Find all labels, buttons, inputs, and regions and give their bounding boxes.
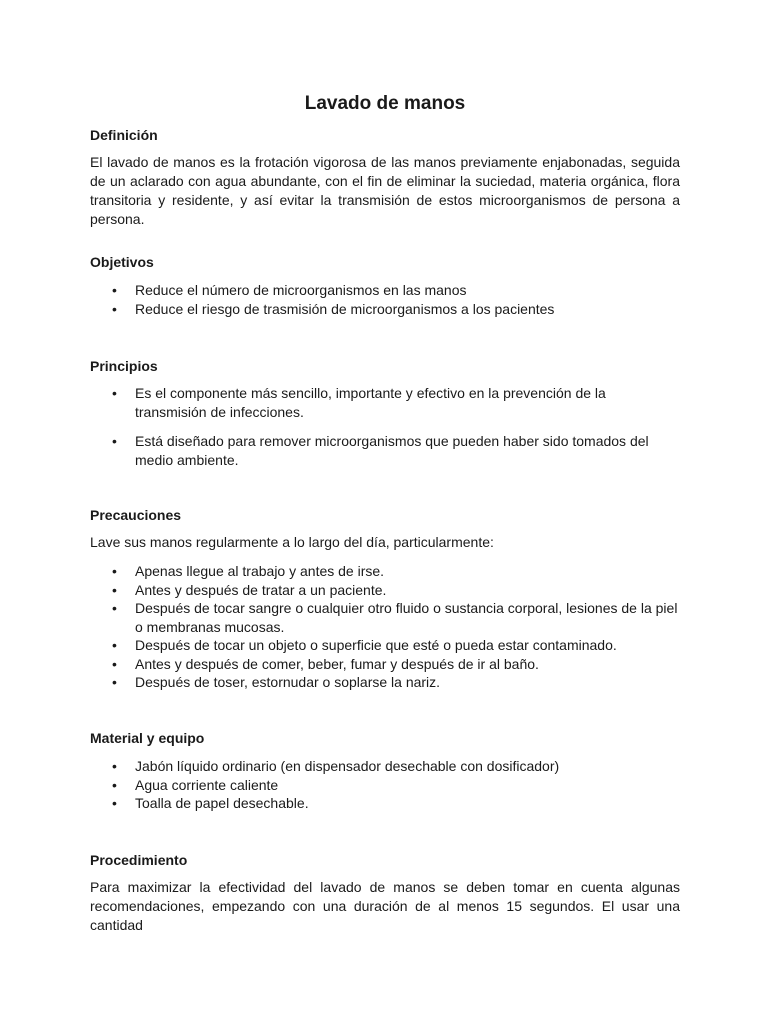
definicion-text: El lavado de manos es la frotación vigorosa de las manos previamente enjabonadas, seguida de un aclarado con agua abundante, con el fin de eliminar la suciedad, materia orgánica, flora transitoria y residente, y así evitar la transmisión de estos microorganismos de persona a persona.	[90, 154, 680, 227]
procedimiento-text: Para maximizar la efectividad del lavado de manos se deben tomar en cuenta algunas recomendaciones, empezando con una duración de al menos 15 segundos. El usar una cantidad	[90, 879, 680, 933]
list-item: • Apenas llegue al trabajo y antes de irse.	[90, 562, 680, 581]
list-item: • Antes y después de tratar a un paciente.	[90, 581, 680, 600]
heading-objetivos: Objetivos	[90, 254, 154, 270]
precauciones-list	[90, 562, 680, 692]
list-item: • Está diseñado para remover microorganismos que pueden haber sido tomados del medio ambiente.	[90, 432, 680, 469]
list-item: • Después de tocar sangre o cualquier otro fluido o sustancia corporal, lesiones de la piel o membranas mucosas.	[90, 599, 680, 636]
document-page	[90, 0, 680, 1024]
list-item: • Reduce el número de microorganismos en las manos	[90, 281, 680, 300]
precauciones-intro: Lave sus manos regularmente a lo largo del día, particularmente:	[90, 534, 494, 550]
list-item: • Después de tocar un objeto o superficie que esté o pueda estar contaminado.	[90, 636, 680, 655]
list-item: • Después de toser, estornudar o soplarse la nariz.	[90, 673, 680, 692]
list-item: • Toalla de papel desechable.	[90, 794, 680, 813]
list-item: • Es el componente más sencillo, importante y efectivo en la prevención de la transmisión de infecciones.	[90, 384, 680, 421]
list-item: • Antes y después de comer, beber, fumar y después de ir al baño.	[90, 655, 680, 674]
principios-list	[90, 384, 680, 480]
list-item: • Reduce el riesgo de trasmisión de microorganismos a los pacientes	[90, 300, 680, 319]
heading-precauciones: Precauciones	[90, 507, 182, 523]
heading-material: Material y equipo	[90, 730, 205, 746]
heading-procedimiento: Procedimiento	[90, 852, 188, 868]
list-item: • Jabón líquido ordinario (en dispensador desechable con dosificador)	[90, 757, 680, 776]
heading-principios: Principios	[90, 358, 158, 374]
heading-definicion: Definición	[90, 127, 158, 143]
list-item: • Agua corriente caliente	[90, 776, 680, 795]
document-title: Lavado de manos	[304, 93, 466, 114]
objetivos-list	[90, 281, 680, 318]
material-list	[90, 757, 680, 813]
